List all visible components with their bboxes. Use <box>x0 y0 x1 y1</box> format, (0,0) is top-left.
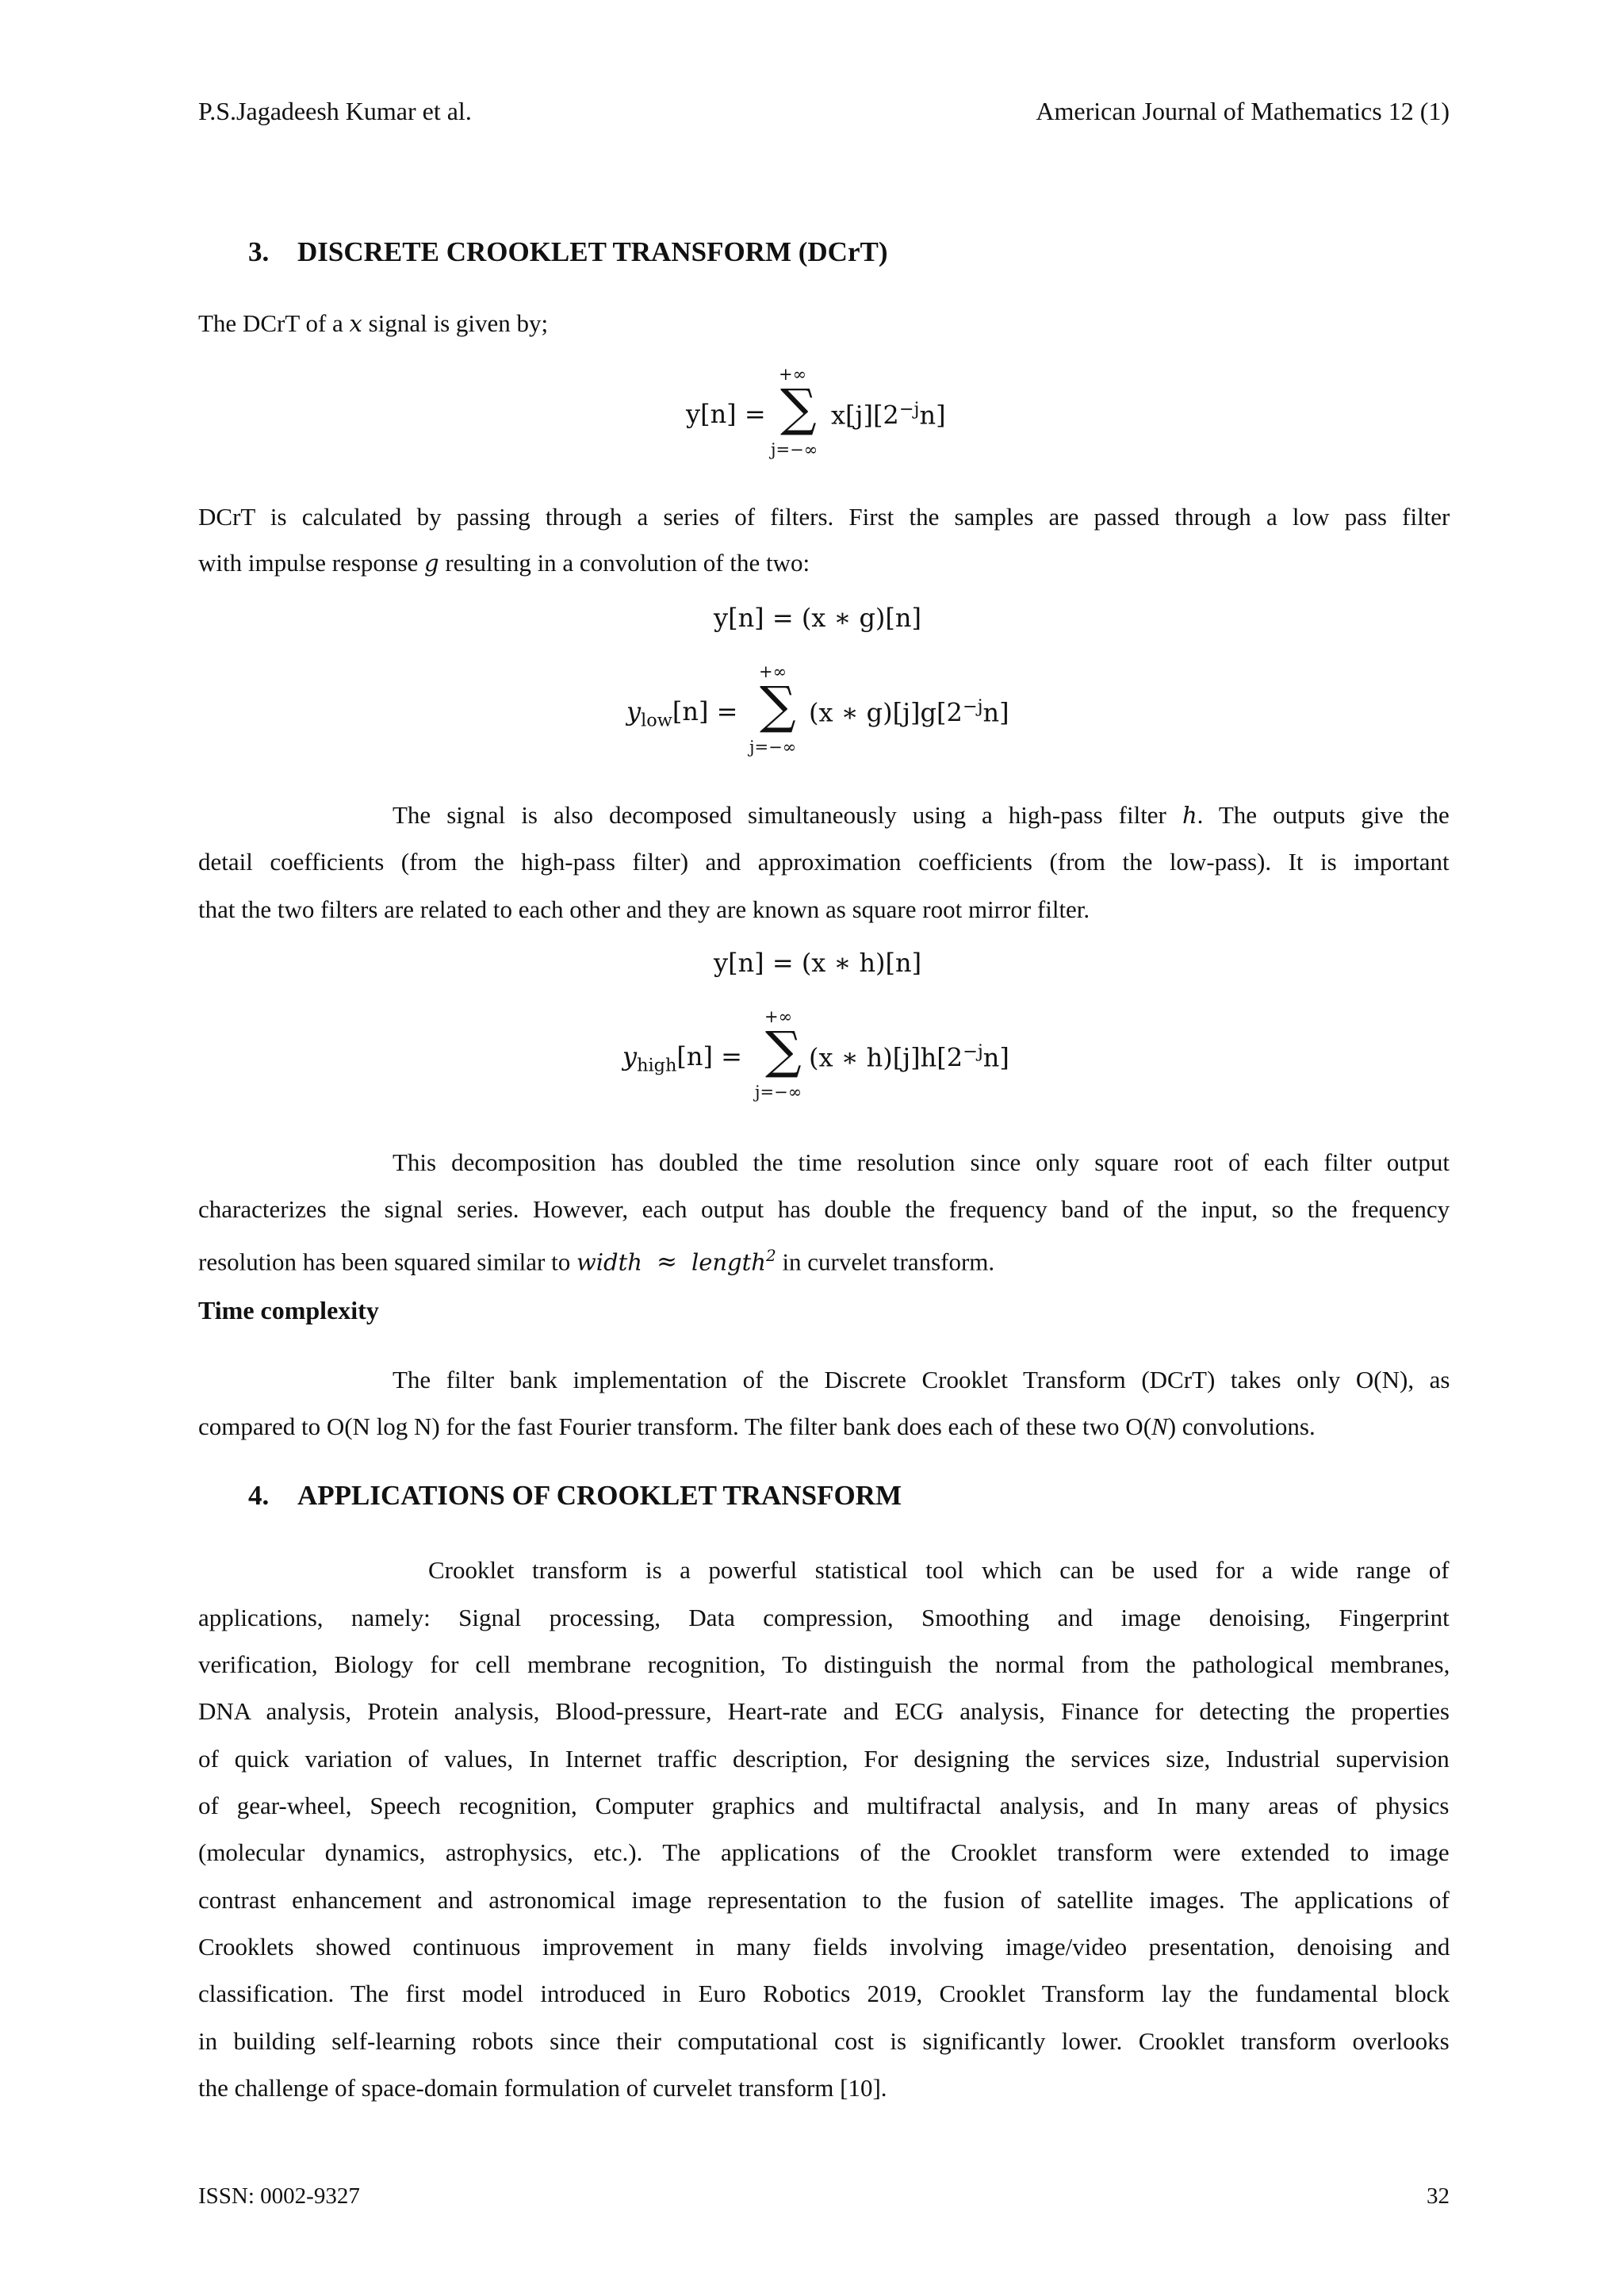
equation-5-lower-limit: j=−∞ <box>755 1083 802 1102</box>
time-complexity-heading: Time complexity <box>198 1296 379 1324</box>
para4-line: contrast enhancement and astronomical image representation to the fusion of satellite images. The applications of <box>198 1886 1450 1914</box>
para3-line3: resolution has been squared similar to width ≈ length$^2$ in curvelet transform. <box>198 1246 995 1277</box>
para4-line: Crooklet transform is a powerful statistical tool which can be used for a wide range of <box>428 1556 1450 1584</box>
para4-line: of quick variation of values, In Internet traffic description, For designing the services size, Industrial supervision <box>198 1745 1450 1773</box>
equation-1-lhs: y[n] = <box>686 399 766 429</box>
para4-line: applications, namely: Signal processing, Data compression, Smoothing and image denoising, Fingerprint <box>198 1604 1450 1631</box>
equation-4: y[n] = (x ∗ h)[n] <box>714 948 922 978</box>
footer-issn: ISSN: 0002-9327 <box>198 2183 360 2209</box>
equation-1-rhs: $x[j][2^{-j}n]$ <box>831 399 946 431</box>
para4-line: (molecular dynamics, astrophysics, etc.). The applications of the Crooklet transform were extended to image <box>198 1838 1450 1866</box>
equation-5-rhs: (x ∗ $h)[j]h[2^{-j}n]$ <box>809 1041 1009 1073</box>
time-complexity-line1: The filter bank implementation of the Discrete Crooklet Transform (DCrT) takes only O(N), as <box>393 1366 1450 1393</box>
para4-line: verification, Biology for cell membrane recognition, To distinguish the normal from the pathological membranes, <box>198 1650 1450 1678</box>
running-header-journal: American Journal of Mathematics 12 (1) <box>1036 97 1450 125</box>
para4-line: DNA analysis, Protein analysis, Blood-pressure, Heart-rate and ECG analysis, Finance for detecting the properties <box>198 1697 1450 1725</box>
equation-5-lhs: $y_{high}[n]$ = <box>622 1041 742 1076</box>
time-complexity-line2: compared to O(N log N) for the fast Fourier transform. The filter bank does each of these two O(N) convolutions. <box>198 1412 1316 1440</box>
summation-symbol: ∑ <box>760 677 796 735</box>
equation-3-upper-limit: +∞ <box>759 662 787 681</box>
equation-1-lower-limit: j=−∞ <box>771 440 818 459</box>
section-3-heading <box>248 236 888 268</box>
para1-line1: DCrT is calculated by passing through a series of filters. First the samples are passed through a low pass filter <box>198 503 1450 531</box>
page-number: 32 <box>1427 2183 1450 2209</box>
equation-1-upper-limit: +∞ <box>779 365 807 384</box>
section-3-number: 3. <box>248 236 270 267</box>
para4-line: of gear-wheel, Speech recognition, Computer graphics and multifractal analysis, and In many areas of physics <box>198 1792 1450 1819</box>
summation-symbol: ∑ <box>765 1022 802 1080</box>
section-3-title: DISCRETE CROOKLET TRANSFORM (DCrT) <box>297 236 888 267</box>
equation-3-rhs: (x ∗ $g)[j]g[2^{-j}n]$ <box>809 696 1009 728</box>
equation-3-lhs: $y_{low}[n]$ = <box>626 696 738 731</box>
summation-symbol: ∑ <box>780 379 817 438</box>
para2-line3: that the two filters are related to each other and they are known as square root mirror filter. <box>198 895 1090 923</box>
running-header-authors: P.S.Jagadeesh Kumar et al. <box>198 97 472 125</box>
para4-line: Crooklets showed continuous improvement in many fields involving image/video presentation, denoising and <box>198 1933 1450 1961</box>
section-4-title: APPLICATIONS OF CROOKLET TRANSFORM <box>297 1480 902 1511</box>
para1-line2: with impulse response g resulting in a convolution of the two: <box>198 549 810 577</box>
para4-line: in building self-learning robots since their computational cost is significantly lower. Crooklet transform overlooks <box>198 2027 1450 2055</box>
equation-2: y[n] = (x ∗ g)[n] <box>714 603 921 633</box>
intro-sentence: The DCrT of a x signal is given by; <box>198 309 549 337</box>
para3-line2: characterizes the signal series. However, each output has double the frequency band of the input, so the frequency <box>198 1195 1450 1223</box>
equation-3-lower-limit: j=−∞ <box>749 738 797 757</box>
section-4-number: 4. <box>248 1480 270 1511</box>
equation-5-upper-limit: +∞ <box>764 1007 793 1026</box>
para3-line1: This decomposition has doubled the time resolution since only square root of each filter output <box>393 1148 1450 1176</box>
section-4-heading <box>248 1480 902 1512</box>
para4-line: classification. The first model introduced in Euro Robotics 2019, Crooklet Transform lay the fundamental block <box>198 1980 1450 2007</box>
para2-line1: The signal is also decomposed simultaneously using a high-pass filter h. The outputs give the <box>393 801 1450 829</box>
para2-line2: detail coefficients (from the high-pass filter) and approximation coefficients (from the low-pass). It is important <box>198 848 1450 876</box>
para4-line: the challenge of space-domain formulation of curvelet transform [10]. <box>198 2074 887 2102</box>
